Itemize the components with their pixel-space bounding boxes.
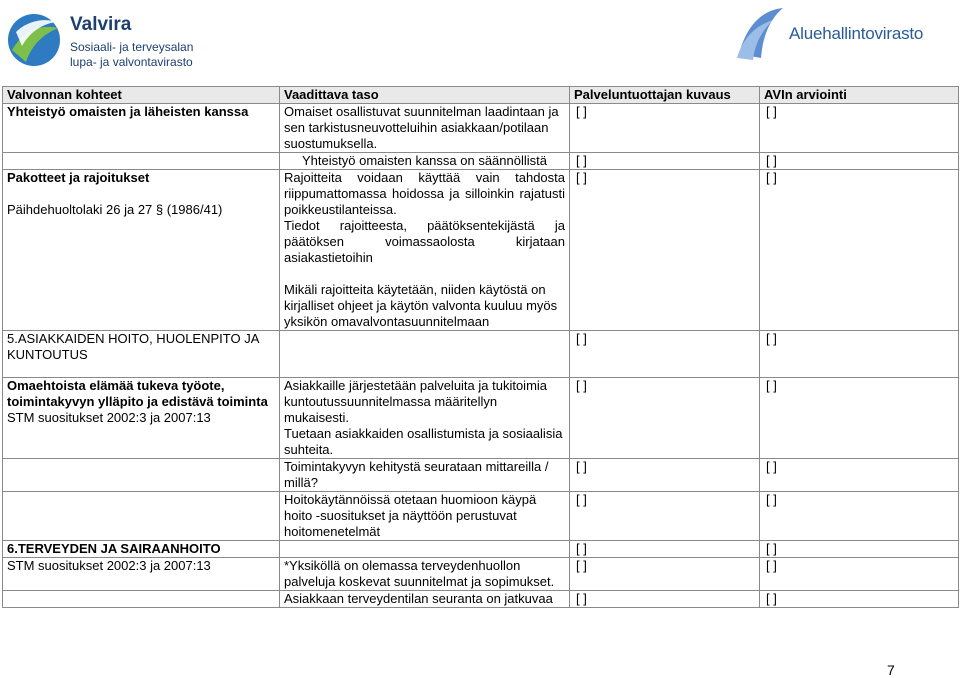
- provider-checkbox[interactable]: [ ]: [570, 492, 760, 541]
- table-header-row: [3, 87, 959, 104]
- provider-checkbox[interactable]: [ ]: [570, 170, 760, 331]
- row-target-law: Päihdehuoltolaki 26 ja 27 § (1986/41): [7, 202, 223, 217]
- row-target-empty: [3, 591, 280, 608]
- section-heading: 5.ASIAKKAIDEN HOITO, HUOLENPITO JA KUNTOUTUS: [3, 331, 280, 378]
- provider-checkbox[interactable]: [ ]: [570, 331, 760, 378]
- avi-checkbox[interactable]: [ ]: [760, 170, 959, 331]
- provider-checkbox[interactable]: [ ]: [570, 591, 760, 608]
- row-level: *Yksiköllä on olemassa terveydenhuollon palveluja koskevat suunnitelmat ja sopimukset.: [280, 558, 570, 591]
- row-level: Omaiset osallistuvat suunnitelman laadintaan ja sen tarkistusneuvotteluihin asiakkaan/potilaan suostumuksella.: [280, 104, 570, 153]
- table-row: [3, 558, 959, 591]
- table-row: [3, 331, 959, 378]
- row-level-empty: [280, 541, 570, 558]
- level-text: Tiedot rajoitteesta, päätöksentekijästä ja päätöksen voimassaolosta kirjataan asiakastietoihin: [284, 218, 565, 265]
- valvira-leaf-icon: [6, 10, 62, 68]
- col-header-provider: Palveluntuottajan kuvaus: [570, 87, 760, 104]
- avi-checkbox[interactable]: [ ]: [760, 459, 959, 492]
- col-header-avi: AVIn arviointi: [760, 87, 959, 104]
- row-level: Toimintakyvyn kehitystä seurataan mittareilla / millä?: [280, 459, 570, 492]
- row-target-law: STM suositukset 2002:3 ja 2007:13: [7, 410, 211, 425]
- provider-checkbox[interactable]: [ ]: [570, 558, 760, 591]
- provider-checkbox[interactable]: [ ]: [570, 541, 760, 558]
- row-level: [280, 170, 570, 331]
- avi-swoosh-icon: [733, 4, 787, 62]
- provider-checkbox[interactable]: [ ]: [570, 378, 760, 459]
- row-target: [3, 170, 280, 331]
- table-row: [3, 591, 959, 608]
- row-target-empty: [3, 459, 280, 492]
- table-row: [3, 541, 959, 558]
- row-level: Asiakkaan terveydentilan seuranta on jatkuvaa: [280, 591, 570, 608]
- level-text: Asiakkaille järjestetään palveluita ja tukitoimia kuntoutussuunnitelmassa määritellyn mukaisesti.: [284, 378, 548, 425]
- avi-checkbox[interactable]: [ ]: [760, 558, 959, 591]
- row-level: [280, 378, 570, 459]
- level-text: Rajoitteita voidaan käyttää vain tahdosta riippumattomassa hoidossa ja silloinkin rajatusti poikkeustilanteissa.: [284, 170, 565, 217]
- page-number: 7: [887, 662, 895, 678]
- avi-checkbox[interactable]: [ ]: [760, 541, 959, 558]
- table-row: [3, 459, 959, 492]
- avi-checkbox[interactable]: [ ]: [760, 591, 959, 608]
- table-row: [3, 153, 959, 170]
- provider-checkbox[interactable]: [ ]: [570, 104, 760, 153]
- row-target-title: Omaehtoista elämää tukeva työote, toimintakyvyn ylläpito ja edistävä toiminta: [7, 378, 268, 409]
- valvira-tagline: Sosiaali- ja terveysalan lupa- ja valvontavirasto: [70, 40, 194, 69]
- row-target: [3, 378, 280, 459]
- avi-checkbox[interactable]: [ ]: [760, 331, 959, 378]
- table-row: [3, 492, 959, 541]
- row-target-title: Pakotteet ja rajoitukset: [7, 170, 150, 185]
- valvira-logo: [6, 8, 206, 74]
- row-target: STM suositukset 2002:3 ja 2007:13: [3, 558, 280, 591]
- col-header-target: Valvonnan kohteet: [3, 87, 280, 104]
- provider-checkbox[interactable]: [ ]: [570, 153, 760, 170]
- avi-logo: [733, 4, 955, 64]
- avi-checkbox[interactable]: [ ]: [760, 492, 959, 541]
- level-text: Tuetaan asiakkaiden osallistumista ja sosiaalisia suhteita.: [284, 426, 563, 457]
- table-row: [3, 378, 959, 459]
- row-level: Yhteistyö omaisten kanssa on säännöllistä: [280, 153, 570, 170]
- avi-checkbox[interactable]: [ ]: [760, 153, 959, 170]
- row-level-empty: [280, 331, 570, 378]
- avi-checkbox[interactable]: [ ]: [760, 378, 959, 459]
- table-row: [3, 104, 959, 153]
- table-row: [3, 170, 959, 331]
- avi-name: Aluehallintovirasto: [789, 24, 924, 43]
- evaluation-table: [2, 86, 959, 608]
- row-target: Yhteistyö omaisten ja läheisten kanssa: [3, 104, 280, 153]
- section-heading: 6.TERVEYDEN JA SAIRAANHOITO: [3, 541, 280, 558]
- row-target-empty: [3, 153, 280, 170]
- provider-checkbox[interactable]: [ ]: [570, 459, 760, 492]
- row-level: Hoitokäytännöissä otetaan huomioon käypä hoito -suositukset ja näyttöön perustuvat hoitomenetelmät: [280, 492, 570, 541]
- row-target-empty: [3, 492, 280, 541]
- col-header-level: Vaadittava taso: [280, 87, 570, 104]
- avi-checkbox[interactable]: [ ]: [760, 104, 959, 153]
- valvira-name: Valvira: [70, 14, 132, 35]
- level-text: Mikäli rajoitteita käytetään, niiden käytöstä on kirjalliset ohjeet ja käytön valvonta kuuluu myös yksikön omavalvontasuunnitelmaan: [284, 282, 558, 329]
